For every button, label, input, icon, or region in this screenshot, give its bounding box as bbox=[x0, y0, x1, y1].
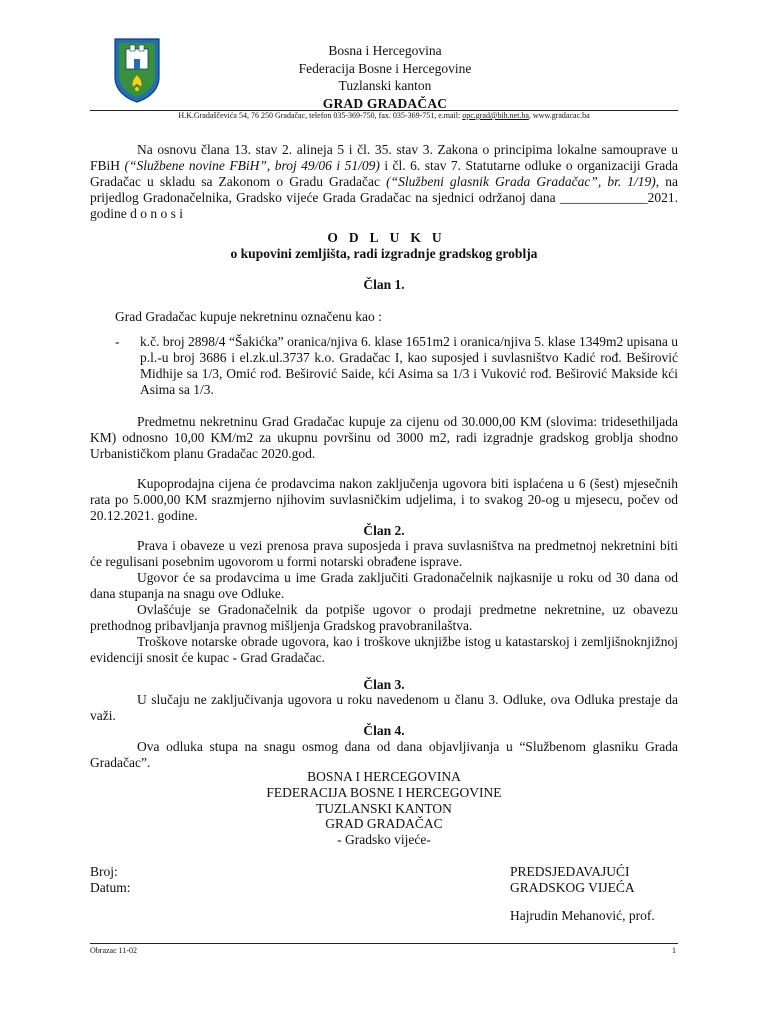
website-text: , www.gradacac.ba bbox=[528, 111, 590, 120]
article-4-heading: Član 4. bbox=[363, 723, 405, 738]
preamble-citation-1: (“Službene novine FBiH”, broj 49/06 i 51/09) bbox=[124, 158, 380, 173]
preamble-text-2: i čl. 6. stav 7. Statutarne odluke o organizaciji Grada Gradačac u skladu sa Zakonom o Gradu Gradačac bbox=[90, 158, 679, 189]
preamble-text-1: Na osnovu člana 13. stav 2. alineja 5 i čl. 35. stav 3. Zakona o principima lokalne samouprave u FBiH bbox=[90, 142, 678, 173]
reference-date-label: Datum: bbox=[90, 880, 131, 895]
header-country: Bosna i Hercegovina bbox=[328, 43, 442, 58]
header-canton: Tuzlanski kanton bbox=[338, 78, 432, 93]
address-text: H.K.Gradaščevića 54, 76 250 Gradačac, telefon 035-369-750, fax. 035-369-751, e.mail: bbox=[178, 111, 463, 120]
article-2-paragraph-2: Ugovor će sa prodavcima u ime Grada zaključiti Gradonačelnik najkasnije u roku od 30 dana od dana stupanja na snagu ove Odluke. bbox=[90, 570, 678, 601]
signatory-block bbox=[510, 864, 635, 896]
article-1-price-paragraph: Predmetnu nekretninu Grad Gradačac kupuje za cijenu od 30.000,00 KM (slovima: tridesethiljada KM) odnosno 10,00 KM/m2 za ukupnu površinu od 3000 m2, radi izgradnje gradskog groblja shodno Urbanističkom planu Gradačac 2020.god. bbox=[90, 414, 678, 461]
form-number: Obrazac 11-02 bbox=[90, 946, 138, 955]
header-address bbox=[90, 111, 678, 121]
authority-city: GRAD GRADAČAC bbox=[325, 816, 443, 831]
article-2-paragraph-1: Prava i obaveze u vezi prenosa prava suposjeda i prava suvlasništva na predmetnoj nekretnini biti će regulisani posebnim ugovorom u formi notarski obrađene isprave. bbox=[90, 538, 678, 569]
header-city: GRAD GRADAČAC bbox=[322, 95, 448, 111]
article-2-paragraph-3: Ovlašćuje se Gradonačelnik da potpiše ugovor o prodaji predmetne nekretnine, uz obavezu prethodnog pribavljanja pravnog mišljenja Gradskog pravobranilaštva. bbox=[90, 602, 678, 633]
footer-divider bbox=[90, 943, 678, 944]
list-dash: - bbox=[115, 334, 120, 349]
article-3-heading: Član 3. bbox=[363, 677, 405, 692]
article-4-paragraph: Ova odluka stupa na snagu osmog dana od dana objavljivanja u “Službenom glasniku Grada Gradačac”. bbox=[90, 739, 678, 770]
document-title: ODLUKU bbox=[327, 230, 453, 245]
signatory-role-1: PREDSJEDAVAJUĆI bbox=[510, 864, 630, 879]
preamble-citation-2: (“Službeni glasnik Grada Gradačac”, br. 1/19) bbox=[386, 174, 656, 189]
page-number: 1 bbox=[672, 946, 676, 955]
property-description: k.č. broj 2898/4 “Šakićka” oranica/njiva 6. klase 1651m2 i oranica/njiva 5. klase 1349m2 upisana u p.l.-u broj 3686 i el.zk.ul.3737 k.o. Gradačac I, kao suposjed i suvlasništvo Kadić rođ. Beširović Midhije sa 1/3, Omić rođ. Beširović Saide, kći Asima sa 1/3 i Vuković rođ. Beširović Makside kći Asima sa 1/3. bbox=[140, 334, 678, 397]
reference-block bbox=[90, 864, 131, 896]
document-subtitle: o kupovini zemljišta, radi izgradnje gradskog groblja bbox=[230, 246, 538, 261]
authority-country: BOSNA I HERCEGOVINA bbox=[307, 769, 461, 784]
coat-of-arms-icon bbox=[113, 37, 161, 103]
article-1-payment-paragraph: Kupoprodajna cijena će prodavcima nakon zaključenja ugovora biti isplaćena u 6 (šest) mjesečnih rata po 5.000,00 KM srazmjerno njihovim suvlasničkim udjelima, i to svakog 20-og u mjesecu, počev od 20.12.2021. godine. bbox=[90, 476, 678, 523]
email-link[interactable]: opc.grad@bih.net.ba bbox=[462, 111, 529, 120]
article-2-paragraph-4: Troškove notarske obrade ugovora, kao i troškove uknjižbe istog u katastarskoj i zemljišnoknjižnoj evidenciji snosit će kupac - Grad Gradačac. bbox=[90, 634, 678, 665]
signatory-name: Hajrudin Mehanović, prof. bbox=[510, 908, 655, 923]
article-1-intro: Grad Gradačac kupuje nekretninu označenu kao : bbox=[115, 309, 382, 324]
authority-canton: TUZLANSKI KANTON bbox=[316, 801, 452, 816]
article-2-heading: Član 2. bbox=[363, 523, 405, 538]
article-1-heading: Član 1. bbox=[363, 277, 405, 292]
preamble-text-3: , na prijedlog Gradonačelnika, Gradsko vijeće Grada Gradačac na sjednici održanoj dana _____________2021. godine d o n o s i bbox=[90, 174, 679, 221]
header-federation: Federacija Bosne i Hercegovine bbox=[298, 60, 472, 76]
signatory-role-2: GRADSKOG VIJEĆA bbox=[510, 880, 635, 895]
preamble-paragraph bbox=[90, 142, 678, 222]
article-3-paragraph: U slučaju ne zaključivanja ugovora u roku navedenom u članu 3. Odluke, ova Odluka prestaje da važi. bbox=[90, 692, 678, 723]
header-block bbox=[240, 42, 530, 112]
reference-number-label: Broj: bbox=[90, 864, 118, 879]
authority-council: - Gradsko vijeće- bbox=[337, 832, 431, 847]
authority-federation: FEDERACIJA BOSNE I HERCEGOVINE bbox=[266, 785, 502, 800]
